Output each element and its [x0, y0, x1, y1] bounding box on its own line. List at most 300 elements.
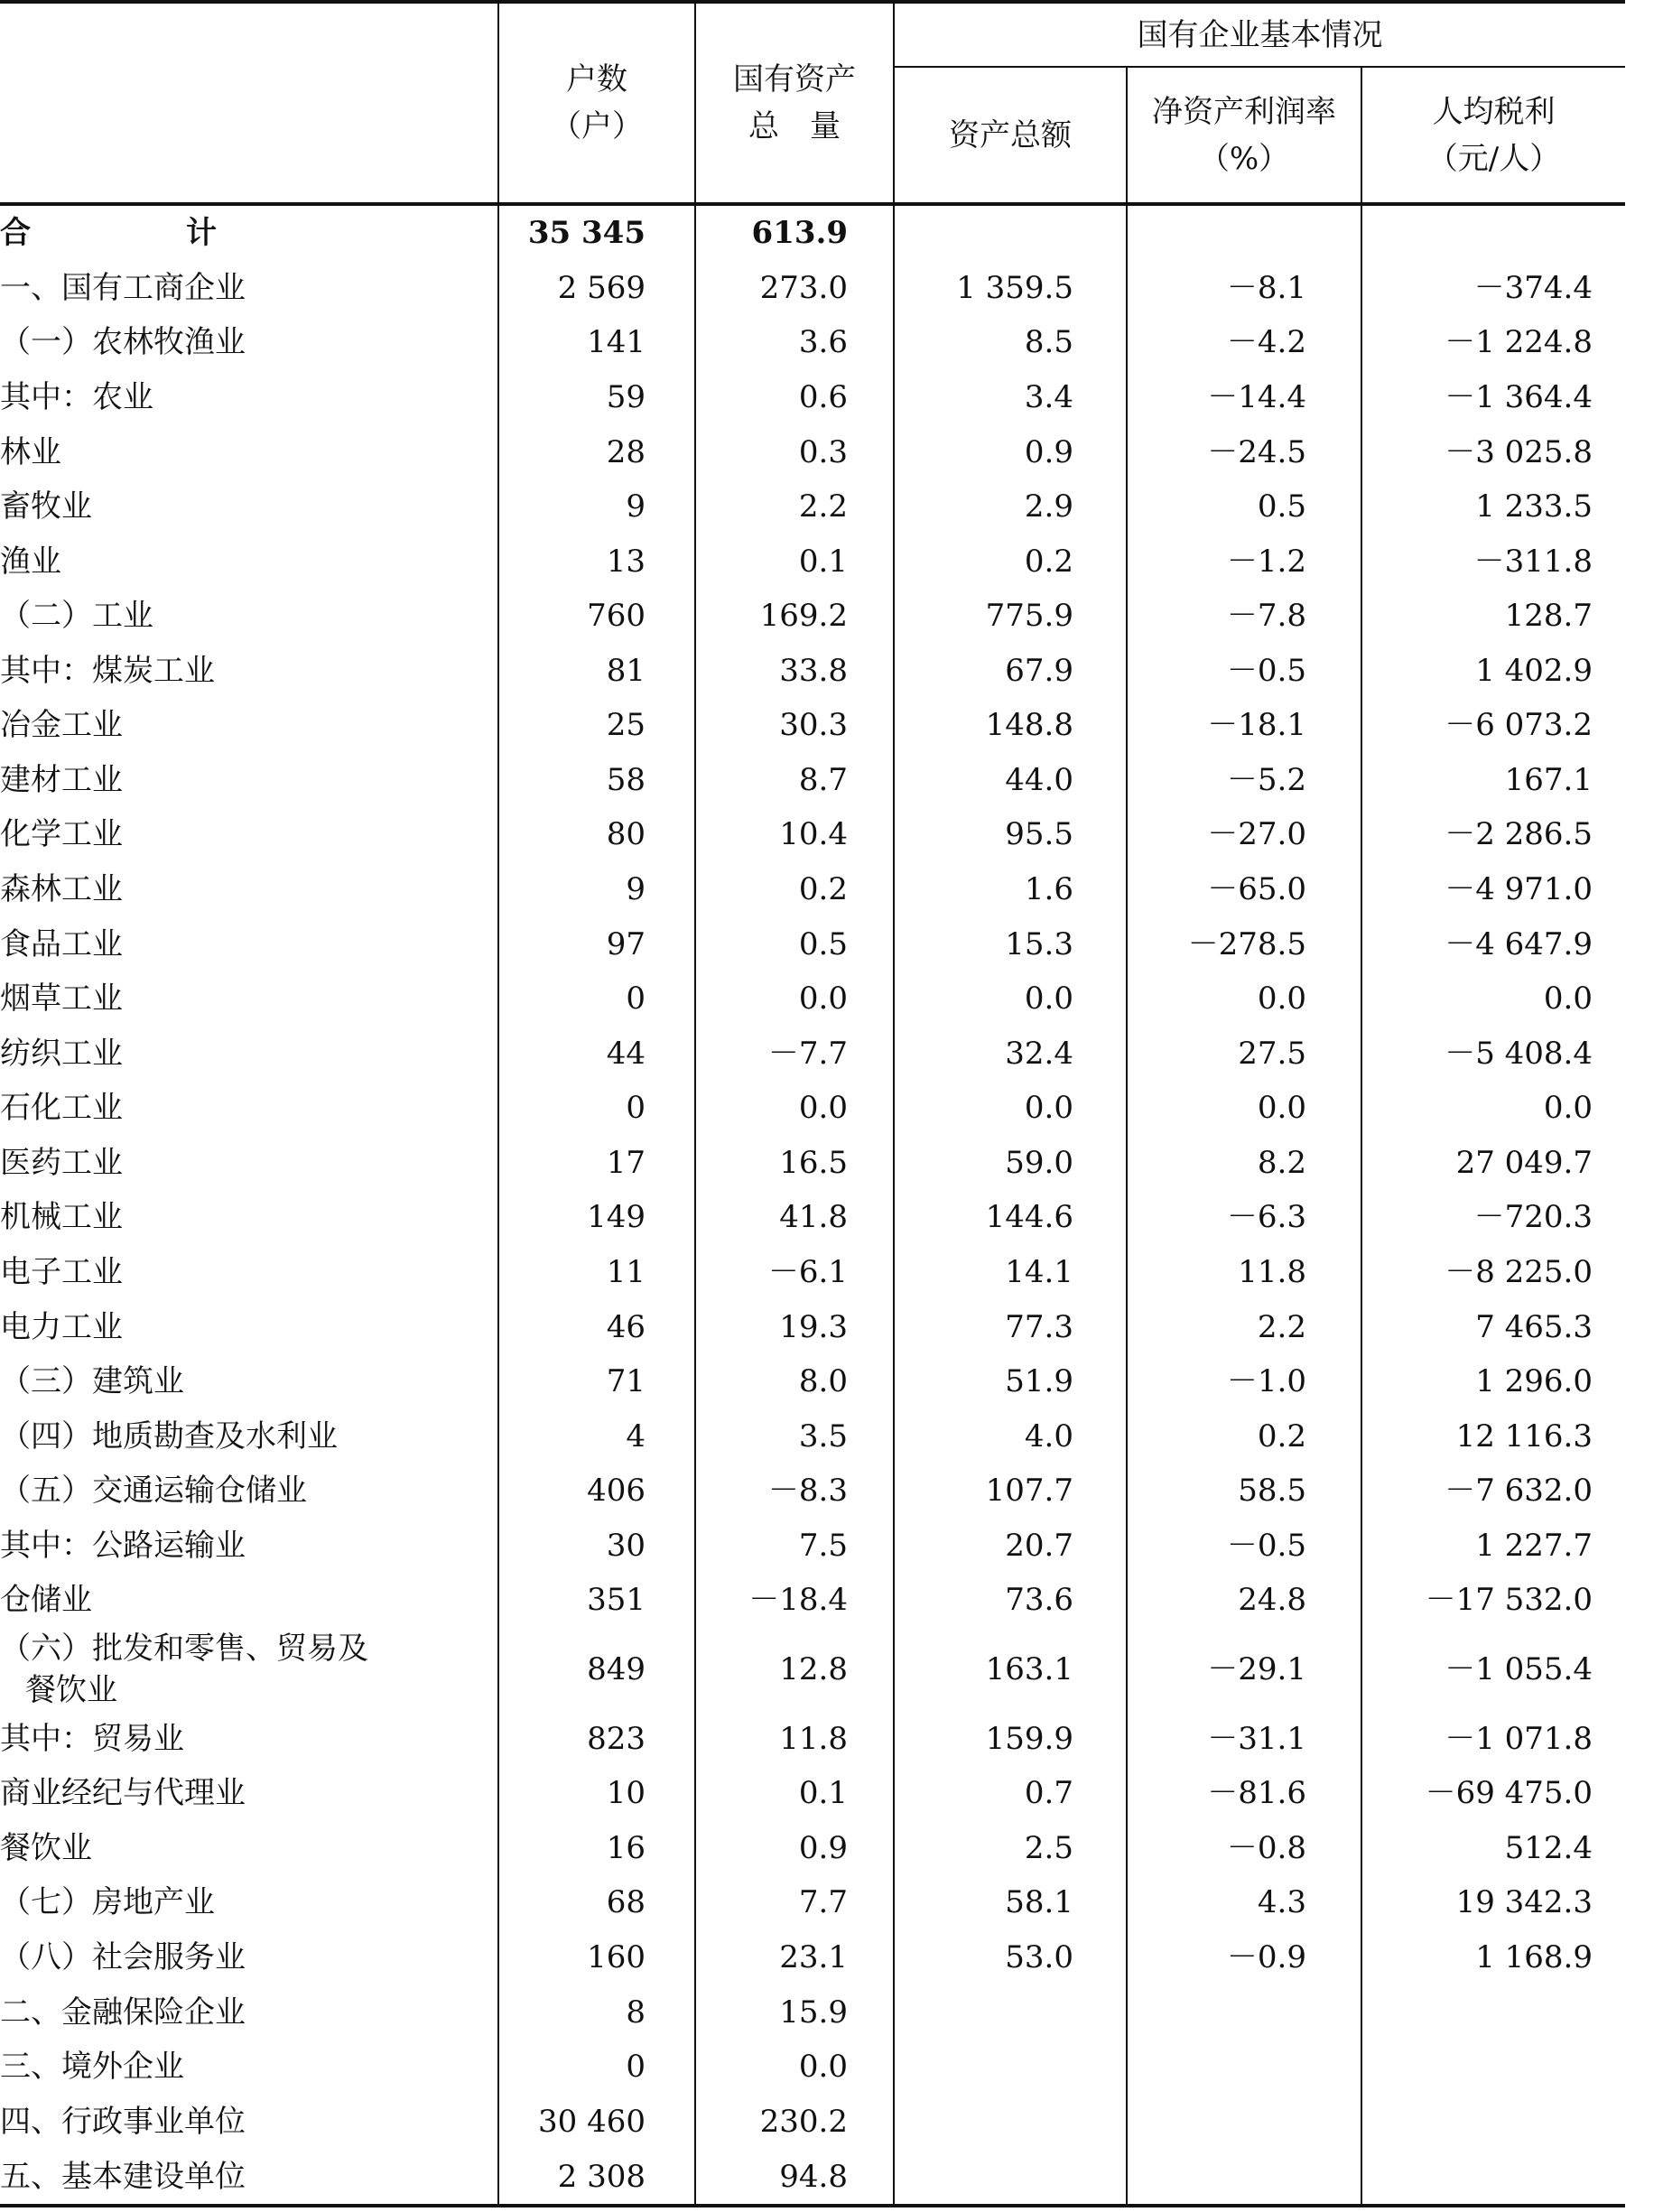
- state-assets-cell: 613.9: [695, 204, 894, 261]
- roe-cell: 4.3: [1127, 1875, 1361, 1930]
- total-assets-cell: 159.9: [894, 1712, 1127, 1767]
- roe-cell: －0.5: [1127, 1519, 1361, 1574]
- roe-cell: －31.1: [1127, 1712, 1361, 1767]
- table-row: [0, 1136, 1625, 1191]
- households-cell: 406: [498, 1464, 695, 1519]
- households-header-line2: （户）: [551, 108, 643, 144]
- households-cell: 0: [498, 2040, 695, 2095]
- table-row: [0, 2094, 1625, 2149]
- table-row: [0, 589, 1625, 644]
- households-column-header: [498, 2, 695, 204]
- households-cell: 58: [498, 753, 695, 808]
- total-assets-cell: 2.5: [894, 1821, 1127, 1876]
- row-label-text: 三、境外企业: [0, 2049, 184, 2086]
- row-label: [0, 807, 498, 862]
- row-label: [0, 1821, 498, 1876]
- table-row: [0, 534, 1625, 589]
- row-label-text: 化学工业: [0, 816, 123, 853]
- row-label-text: 森林工业: [0, 871, 123, 908]
- tax-cell: －7 632.0: [1361, 1464, 1625, 1519]
- roe-cell: [1127, 2040, 1361, 2095]
- row-label-line2: 餐饮业: [25, 1672, 117, 1709]
- total-assets-cell: 32.4: [894, 1026, 1127, 1081]
- total-assets-cell: 148.8: [894, 698, 1127, 753]
- total-assets-cell: 58.1: [894, 1875, 1127, 1930]
- tax-cell: －374.4: [1361, 261, 1625, 316]
- state-assets-cell: 33.8: [695, 644, 894, 699]
- roe-cell: [1127, 2094, 1361, 2149]
- row-label: [0, 1519, 498, 1574]
- table-row: [0, 1408, 1625, 1464]
- row-label: [0, 1464, 498, 1519]
- tax-cell: －3 025.8: [1361, 424, 1625, 479]
- households-cell: 68: [498, 1875, 695, 1930]
- state-assets-cell: 0.0: [695, 2040, 894, 2095]
- row-label-text: （三）建筑业: [0, 1363, 184, 1400]
- households-cell: 149: [498, 1190, 695, 1245]
- roe-cell: 11.8: [1127, 1245, 1361, 1300]
- households-cell: 81: [498, 644, 695, 699]
- table-row: [0, 1573, 1625, 1628]
- households-cell: 17: [498, 1136, 695, 1191]
- row-label: [0, 1875, 498, 1930]
- table-row: [0, 2040, 1625, 2095]
- row-label-text: 冶金工业: [0, 707, 123, 744]
- row-label: [0, 1766, 498, 1821]
- row-label: [0, 1573, 498, 1628]
- roe-cell: －29.1: [1127, 1628, 1361, 1712]
- state-assets-cell: －18.4: [695, 1573, 894, 1628]
- state-assets-header-line1: 国有资产: [733, 61, 856, 98]
- roe-cell: －278.5: [1127, 916, 1361, 971]
- total-assets-cell: 73.6: [894, 1573, 1127, 1628]
- tax-cell: 1 233.5: [1361, 479, 1625, 534]
- tax-cell: －69 475.0: [1361, 1766, 1625, 1821]
- households-cell: 30: [498, 1519, 695, 1574]
- table-row: [0, 370, 1625, 425]
- table-row: [0, 1984, 1625, 2040]
- households-cell: 160: [498, 1930, 695, 1985]
- roe-cell: －0.8: [1127, 1821, 1361, 1876]
- table-row: [0, 1299, 1625, 1354]
- roe-cell: －18.1: [1127, 698, 1361, 753]
- row-label-text: 合 计: [0, 215, 217, 252]
- tax-cell: 27 049.7: [1361, 1136, 1625, 1191]
- tax-cell: [1361, 2149, 1625, 2206]
- tax-cell: 512.4: [1361, 1821, 1625, 1876]
- row-label: [0, 315, 498, 370]
- tax-column-header: [1361, 67, 1625, 204]
- row-label-line1: （六）批发和零售、贸易及: [0, 1631, 368, 1668]
- row-label-text: 畜牧业: [0, 488, 92, 525]
- roe-cell: 27.5: [1127, 1026, 1361, 1081]
- row-label: [0, 479, 498, 534]
- roe-cell: －14.4: [1127, 370, 1361, 425]
- state-assets-cell: 30.3: [695, 698, 894, 753]
- roe-cell: －6.3: [1127, 1190, 1361, 1245]
- table-row: [0, 1930, 1625, 1985]
- table-row: [0, 1081, 1625, 1136]
- tax-cell: －720.3: [1361, 1190, 1625, 1245]
- tax-cell: 1 227.7: [1361, 1519, 1625, 1574]
- tax-cell: －2 286.5: [1361, 807, 1625, 862]
- households-cell: 9: [498, 862, 695, 917]
- tax-cell: [1361, 2040, 1625, 2095]
- row-label: [0, 424, 498, 479]
- table-row: [0, 916, 1625, 971]
- row-label-text: （四）地质勘查及水利业: [0, 1417, 338, 1455]
- roe-cell: －0.9: [1127, 1930, 1361, 1985]
- households-cell: 28: [498, 424, 695, 479]
- row-label-text: 烟草工业: [0, 981, 123, 1018]
- roe-cell: －81.6: [1127, 1766, 1361, 1821]
- households-cell: 46: [498, 1299, 695, 1354]
- state-assets-cell: －7.7: [695, 1026, 894, 1081]
- roe-cell: －1.0: [1127, 1354, 1361, 1409]
- state-assets-cell: 3.6: [695, 315, 894, 370]
- table-row: [0, 1354, 1625, 1409]
- state-assets-cell: 0.6: [695, 370, 894, 425]
- households-cell: 35 345: [498, 204, 695, 261]
- roe-header-line1: 净资产利润率: [1152, 93, 1336, 130]
- roe-column-header: [1127, 67, 1361, 204]
- roe-cell: 0.5: [1127, 479, 1361, 534]
- total-assets-cell: 107.7: [894, 1464, 1127, 1519]
- households-cell: 59: [498, 370, 695, 425]
- households-cell: 16: [498, 1821, 695, 1876]
- row-label-text: （五）交通运输仓储业: [0, 1473, 307, 1510]
- row-label-text: 电力工业: [0, 1308, 123, 1345]
- households-cell: 0: [498, 1081, 695, 1136]
- households-cell: 823: [498, 1712, 695, 1767]
- total-assets-cell: 0.2: [894, 534, 1127, 589]
- state-assets-cell: 0.0: [695, 1081, 894, 1136]
- state-assets-cell: 0.3: [695, 424, 894, 479]
- tax-cell: 0.0: [1361, 1081, 1625, 1136]
- roe-cell: －24.5: [1127, 424, 1361, 479]
- roe-cell: 0.2: [1127, 1408, 1361, 1464]
- total-assets-cell: 51.9: [894, 1354, 1127, 1409]
- households-cell: 849: [498, 1628, 695, 1712]
- table-row: [0, 862, 1625, 917]
- row-label: [0, 1136, 498, 1191]
- tax-cell: 1 296.0: [1361, 1354, 1625, 1409]
- tax-cell: 1 402.9: [1361, 644, 1625, 699]
- row-label: [0, 2040, 498, 2095]
- row-label-text: 电子工业: [0, 1253, 123, 1290]
- households-cell: 97: [498, 916, 695, 971]
- total-assets-cell: 95.5: [894, 807, 1127, 862]
- row-label-text: 医药工业: [0, 1144, 123, 1181]
- roe-cell: [1127, 2149, 1361, 2206]
- households-cell: 80: [498, 807, 695, 862]
- roe-cell: －7.8: [1127, 589, 1361, 644]
- tax-cell: 7 465.3: [1361, 1299, 1625, 1354]
- total-assets-cell: 163.1: [894, 1628, 1127, 1712]
- total-assets-cell: 1.6: [894, 862, 1127, 917]
- households-cell: 351: [498, 1573, 695, 1628]
- state-assets-cell: 7.5: [695, 1519, 894, 1574]
- state-assets-cell: 0.1: [695, 534, 894, 589]
- table-body: [0, 204, 1625, 2206]
- row-label-text: 其中：农业: [0, 378, 153, 415]
- tax-cell: －4 647.9: [1361, 916, 1625, 971]
- households-cell: 8: [498, 1984, 695, 2040]
- tax-cell: －6 073.2: [1361, 698, 1625, 753]
- row-label: [0, 698, 498, 753]
- item-column-header: [0, 2, 498, 204]
- total-assets-cell: [894, 2094, 1127, 2149]
- row-label: [0, 204, 498, 261]
- roe-cell: －1.2: [1127, 534, 1361, 589]
- state-assets-cell: 0.5: [695, 916, 894, 971]
- state-assets-cell: 0.2: [695, 862, 894, 917]
- table-row: [0, 971, 1625, 1027]
- row-label-text: （一）农林牧渔业: [0, 324, 246, 361]
- total-assets-cell: [894, 204, 1127, 261]
- table-row: [0, 1519, 1625, 1574]
- state-assets-cell: 10.4: [695, 807, 894, 862]
- tax-cell: 0.0: [1361, 971, 1625, 1027]
- households-cell: 30 460: [498, 2094, 695, 2149]
- roe-cell: 0.0: [1127, 1081, 1361, 1136]
- table-row: [0, 1766, 1625, 1821]
- row-label: [0, 1190, 498, 1245]
- soe-group-header: 国有企业基本情况: [894, 2, 1625, 67]
- row-label: [0, 261, 498, 316]
- table-row: [0, 479, 1625, 534]
- table-row: [0, 1464, 1625, 1519]
- roe-cell: 0.0: [1127, 971, 1361, 1027]
- tax-cell: 19 342.3: [1361, 1875, 1625, 1930]
- tax-cell: －1 055.4: [1361, 1628, 1625, 1712]
- table-row: [0, 753, 1625, 808]
- total-assets-cell: 44.0: [894, 753, 1127, 808]
- roe-cell: 8.2: [1127, 1136, 1361, 1191]
- total-assets-cell: 2.9: [894, 479, 1127, 534]
- row-label: [0, 1712, 498, 1767]
- row-label: [0, 1245, 498, 1300]
- households-cell: 4: [498, 1408, 695, 1464]
- row-label-text: （七）房地产业: [0, 1884, 215, 1921]
- row-label: [0, 1026, 498, 1081]
- households-cell: 2 308: [498, 2149, 695, 2206]
- households-cell: 11: [498, 1245, 695, 1300]
- state-assets-cell: 41.8: [695, 1190, 894, 1245]
- row-label-text: （二）工业: [0, 598, 153, 635]
- state-assets-cell: 16.5: [695, 1136, 894, 1191]
- state-assets-cell: 2.2: [695, 479, 894, 534]
- total-assets-cell: 1 359.5: [894, 261, 1127, 316]
- row-label: [0, 916, 498, 971]
- total-assets-cell: [894, 1984, 1127, 2040]
- households-cell: 71: [498, 1354, 695, 1409]
- state-assets-cell: 230.2: [695, 2094, 894, 2149]
- households-cell: 141: [498, 315, 695, 370]
- row-label-text: 林业: [0, 433, 61, 470]
- roe-cell: －4.2: [1127, 315, 1361, 370]
- table-row: [0, 315, 1625, 370]
- tax-cell: [1361, 1984, 1625, 2040]
- row-label: [0, 534, 498, 589]
- state-assets-cell: 15.9: [695, 1984, 894, 2040]
- row-label-text: 仓储业: [0, 1582, 92, 1619]
- roe-cell: [1127, 1984, 1361, 2040]
- row-label: [0, 1354, 498, 1409]
- tax-cell: －1 224.8: [1361, 315, 1625, 370]
- row-label: [0, 1930, 498, 1985]
- state-assets-cell: 23.1: [695, 1930, 894, 1985]
- row-label-text: 其中：煤炭工业: [0, 652, 215, 689]
- tax-header-line1: 人均税利: [1432, 93, 1556, 130]
- tax-cell: －17 532.0: [1361, 1573, 1625, 1628]
- state-assets-cell: 8.7: [695, 753, 894, 808]
- total-assets-column-header: 资产总额: [894, 67, 1127, 204]
- state-assets-cell: 169.2: [695, 589, 894, 644]
- row-label-text: 其中：贸易业: [0, 1720, 184, 1757]
- table-row: [0, 1875, 1625, 1930]
- roe-cell: 2.2: [1127, 1299, 1361, 1354]
- row-label-text: 其中：公路运输业: [0, 1527, 246, 1564]
- roe-cell: －0.5: [1127, 644, 1361, 699]
- total-assets-cell: 15.3: [894, 916, 1127, 971]
- households-cell: 10: [498, 1766, 695, 1821]
- state-assets-cell: 0.1: [695, 1766, 894, 1821]
- total-assets-cell: [894, 2149, 1127, 2206]
- tax-cell: 12 116.3: [1361, 1408, 1625, 1464]
- row-label: [0, 2149, 498, 2206]
- roe-cell: －8.1: [1127, 261, 1361, 316]
- state-assets-cell: 12.8: [695, 1628, 894, 1712]
- state-assets-cell: 3.5: [695, 1408, 894, 1464]
- state-assets-cell: 0.0: [695, 971, 894, 1027]
- total-assets-cell: 0.0: [894, 971, 1127, 1027]
- households-cell: 25: [498, 698, 695, 753]
- roe-header-line2: （%）: [1198, 140, 1290, 177]
- total-assets-cell: 144.6: [894, 1190, 1127, 1245]
- table-row: [0, 1026, 1625, 1081]
- roe-cell: [1127, 204, 1361, 261]
- total-assets-cell: 53.0: [894, 1930, 1127, 1985]
- tax-cell: [1361, 204, 1625, 261]
- row-label: [0, 1299, 498, 1354]
- state-assets-cell: 7.7: [695, 1875, 894, 1930]
- households-header-line1: 户数: [566, 61, 627, 98]
- tax-cell: 128.7: [1361, 589, 1625, 644]
- total-assets-cell: 77.3: [894, 1299, 1127, 1354]
- tax-cell: －311.8: [1361, 534, 1625, 589]
- table-row: [0, 2149, 1625, 2206]
- tax-cell: －4 971.0: [1361, 862, 1625, 917]
- row-label-text: 建材工业: [0, 761, 123, 798]
- total-assets-cell: 3.4: [894, 370, 1127, 425]
- households-cell: 760: [498, 589, 695, 644]
- roe-cell: －65.0: [1127, 862, 1361, 917]
- tax-header-line2: （元/人）: [1426, 140, 1561, 177]
- state-assets-header-line2: 总 量: [748, 108, 841, 144]
- table-row: [0, 1190, 1625, 1245]
- row-label-text: 餐饮业: [0, 1829, 92, 1866]
- state-assets-cell: －6.1: [695, 1245, 894, 1300]
- row-label-text: 商业经纪与代理业: [0, 1775, 246, 1812]
- total-assets-cell: 0.7: [894, 1766, 1127, 1821]
- row-label: [0, 1408, 498, 1464]
- row-label: [0, 644, 498, 699]
- total-assets-cell: 67.9: [894, 644, 1127, 699]
- state-assets-cell: 273.0: [695, 261, 894, 316]
- table-row: [0, 1712, 1625, 1767]
- households-cell: 13: [498, 534, 695, 589]
- row-label-text: 机械工业: [0, 1199, 123, 1236]
- state-assets-cell: －8.3: [695, 1464, 894, 1519]
- total-assets-cell: 20.7: [894, 1519, 1127, 1574]
- total-assets-cell: 0.9: [894, 424, 1127, 479]
- row-label-text: 一、国有工商企业: [0, 269, 246, 306]
- row-label: [0, 862, 498, 917]
- row-label: [0, 370, 498, 425]
- households-cell: 2 569: [498, 261, 695, 316]
- total-assets-cell: [894, 2040, 1127, 2095]
- row-label: [0, 971, 498, 1027]
- households-cell: 44: [498, 1026, 695, 1081]
- state-assets-cell: 0.9: [695, 1821, 894, 1876]
- tax-cell: －1 071.8: [1361, 1712, 1625, 1767]
- row-label-text: 食品工业: [0, 925, 123, 962]
- row-label: [0, 753, 498, 808]
- households-cell: 9: [498, 479, 695, 534]
- total-assets-cell: 8.5: [894, 315, 1127, 370]
- row-label-text: 二、金融保险企业: [0, 1994, 246, 2031]
- total-assets-cell: 14.1: [894, 1245, 1127, 1300]
- row-label-text: 石化工业: [0, 1090, 123, 1127]
- roe-cell: 24.8: [1127, 1573, 1361, 1628]
- row-label: [0, 1081, 498, 1136]
- tax-cell: 1 168.9: [1361, 1930, 1625, 1985]
- state-assets-column-header: [695, 2, 894, 204]
- row-label: [0, 1628, 498, 1712]
- row-label: [0, 2094, 498, 2149]
- state-assets-cell: 8.0: [695, 1354, 894, 1409]
- tax-cell: [1361, 2094, 1625, 2149]
- table-row: [0, 1821, 1625, 1876]
- roe-cell: －5.2: [1127, 753, 1361, 808]
- table-row: [0, 1245, 1625, 1300]
- row-label-text: （八）社会服务业: [0, 1939, 246, 1976]
- roe-cell: －27.0: [1127, 807, 1361, 862]
- row-label-text: 四、行政事业单位: [0, 2103, 246, 2140]
- table-row: [0, 807, 1625, 862]
- total-assets-cell: 59.0: [894, 1136, 1127, 1191]
- state-assets-cell: 11.8: [695, 1712, 894, 1767]
- roe-cell: 58.5: [1127, 1464, 1361, 1519]
- row-label: [0, 589, 498, 644]
- state-assets-cell: 94.8: [695, 2149, 894, 2206]
- table-row: [0, 204, 1625, 261]
- row-label-text: 五、基本建设单位: [0, 2158, 246, 2195]
- total-assets-cell: 0.0: [894, 1081, 1127, 1136]
- table-row: [0, 698, 1625, 753]
- tax-cell: －5 408.4: [1361, 1026, 1625, 1081]
- tax-cell: 167.1: [1361, 753, 1625, 808]
- total-assets-cell: 775.9: [894, 589, 1127, 644]
- households-cell: 0: [498, 971, 695, 1027]
- table-row: [0, 1628, 1625, 1712]
- table-row: [0, 261, 1625, 316]
- table-header: [0, 2, 1625, 204]
- state-assets-cell: 19.3: [695, 1299, 894, 1354]
- table-row: [0, 644, 1625, 699]
- row-label-text: 纺织工业: [0, 1035, 123, 1072]
